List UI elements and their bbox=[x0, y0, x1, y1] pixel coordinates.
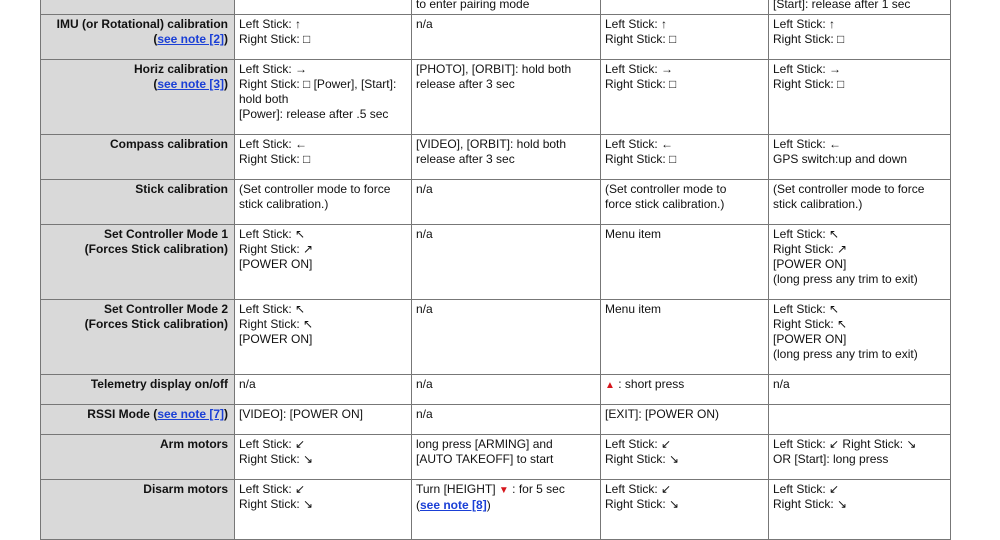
row-label: Set Controller Mode 2 bbox=[103, 302, 228, 316]
cell-line: Right Stick: ↘ bbox=[605, 497, 680, 511]
table-cell bbox=[412, 60, 601, 135]
table-cell bbox=[412, 300, 601, 375]
row-label: Set Controller Mode 1 bbox=[103, 227, 228, 241]
table-cell bbox=[235, 15, 412, 60]
table-cell bbox=[235, 60, 412, 135]
cell-line: Right Stick: ↘ bbox=[239, 452, 314, 466]
table-row bbox=[41, 225, 951, 300]
table-cell bbox=[601, 480, 769, 540]
cell-line: GPS switch:up and down bbox=[773, 152, 908, 166]
row-header bbox=[41, 435, 235, 480]
row-label: Telemetry display on/off bbox=[90, 377, 228, 391]
row-header bbox=[41, 15, 235, 60]
cell-line: [POWER ON] bbox=[773, 257, 847, 271]
calibration-table-wrapper bbox=[40, 0, 950, 540]
cell-line: Left Stick: ↑ bbox=[773, 17, 836, 31]
row-header bbox=[41, 60, 235, 135]
cell-line: n/a bbox=[416, 377, 433, 391]
cell-line: release after 3 sec bbox=[416, 77, 515, 91]
table-cell bbox=[601, 0, 769, 15]
table-row bbox=[41, 405, 951, 435]
table-cell bbox=[412, 375, 601, 405]
up-triangle-icon: ▲ bbox=[605, 380, 615, 391]
table-cell bbox=[412, 225, 601, 300]
cell-line: (long press any trim to exit) bbox=[773, 272, 918, 286]
cell-line: [POWER ON] bbox=[239, 257, 313, 271]
cell-line: [VIDEO], [ORBIT]: hold both bbox=[416, 137, 567, 151]
cell-line: Right Stick: □ bbox=[605, 152, 677, 166]
table-cell bbox=[235, 405, 412, 435]
table-cell bbox=[601, 225, 769, 300]
cell-line: [EXIT]: [POWER ON) bbox=[605, 407, 720, 421]
cell-line: release after 3 sec bbox=[416, 152, 515, 166]
table-cell bbox=[601, 300, 769, 375]
cell-line: n/a bbox=[416, 17, 433, 31]
cell-line: Right Stick: □ bbox=[773, 32, 845, 46]
cell-line: n/a bbox=[416, 182, 433, 196]
cell-line: Left Stick: ↙ bbox=[239, 482, 306, 496]
note-link[interactable]: see note [2] bbox=[157, 32, 224, 46]
table-cell bbox=[235, 135, 412, 180]
cell-line: n/a bbox=[773, 377, 790, 391]
cell-line: Right Stick: ↘ bbox=[239, 497, 314, 511]
table-cell bbox=[769, 135, 951, 180]
row-header bbox=[41, 300, 235, 375]
cell-line: force stick calibration.) bbox=[605, 197, 725, 211]
cell-line: (see note [8]) bbox=[416, 498, 491, 512]
cell-line: (long press any trim to exit) bbox=[773, 347, 918, 361]
cell-line: stick calibration.) bbox=[239, 197, 329, 211]
row-label: RSSI Mode bbox=[87, 407, 150, 421]
table-cell bbox=[769, 180, 951, 225]
cell-line: Left Stick: → bbox=[605, 62, 674, 76]
cell-line: Right Stick: ↘ bbox=[773, 497, 848, 511]
table-cell bbox=[235, 180, 412, 225]
table-row bbox=[41, 480, 951, 540]
cell-line: Right Stick: ↗ bbox=[239, 242, 314, 256]
table-cell bbox=[769, 15, 951, 60]
cell-line: stick calibration.) bbox=[773, 197, 863, 211]
table-row bbox=[41, 375, 951, 405]
cell-line: Right Stick: □ bbox=[605, 77, 677, 91]
table-cell bbox=[769, 0, 951, 15]
cell-line: Left Stick: ↑ bbox=[239, 17, 302, 31]
cell-line: OR [Start]: long press bbox=[773, 452, 889, 466]
table-row bbox=[41, 15, 951, 60]
cell-line: Menu item bbox=[605, 227, 662, 241]
row-header bbox=[41, 135, 235, 180]
cell-line: [AUTO TAKEOFF] to start bbox=[416, 452, 554, 466]
cell-line: to enter pairing mode bbox=[416, 0, 530, 11]
row-label-secondary: (Forces Stick calibration) bbox=[84, 317, 228, 331]
down-triangle-icon: ▼ bbox=[498, 485, 509, 496]
row-label: Compass calibration bbox=[109, 137, 228, 151]
row-header bbox=[41, 0, 235, 15]
table-cell bbox=[235, 225, 412, 300]
row-header bbox=[41, 225, 235, 300]
row-header bbox=[41, 405, 235, 435]
table-cell bbox=[769, 300, 951, 375]
cell-line: Menu item bbox=[605, 302, 662, 316]
table-cell bbox=[412, 480, 601, 540]
table-cell bbox=[601, 135, 769, 180]
row-label: Horiz calibration bbox=[133, 62, 228, 76]
row-label: Stick calibration bbox=[135, 182, 228, 196]
table-cell bbox=[601, 405, 769, 435]
cell-line: Left Stick: → bbox=[239, 62, 308, 76]
table-cell bbox=[601, 60, 769, 135]
note-link[interactable]: see note [8] bbox=[420, 498, 487, 512]
row-header bbox=[41, 375, 235, 405]
table-cell bbox=[769, 435, 951, 480]
cell-line: Left Stick: ↖ bbox=[773, 227, 840, 241]
table-row bbox=[41, 300, 951, 375]
cell-line: (Set controller mode to force bbox=[773, 182, 925, 196]
cell-line: [Power]: release after .5 sec bbox=[239, 107, 389, 121]
cell-line: Right Stick: □ bbox=[239, 152, 311, 166]
row-label: Arm motors bbox=[159, 437, 228, 451]
cell-line: Left Stick: ← bbox=[239, 137, 308, 151]
table-cell bbox=[412, 135, 601, 180]
table-row bbox=[41, 60, 951, 135]
cell-line: Turn [HEIGHT] ▼ : for 5 sec bbox=[416, 482, 565, 496]
cell-line: long press [ARMING] and bbox=[416, 437, 553, 451]
calibration-table bbox=[40, 0, 951, 540]
table-row bbox=[41, 180, 951, 225]
table-cell bbox=[412, 180, 601, 225]
table-row-top bbox=[41, 0, 951, 15]
cell-line: n/a bbox=[416, 302, 433, 316]
table-cell bbox=[412, 15, 601, 60]
cell-line: Left Stick: ← bbox=[773, 137, 842, 151]
cell-line: ▲ : short press bbox=[605, 377, 685, 391]
cell-line: n/a bbox=[239, 377, 256, 391]
cell-line: [PHOTO], [ORBIT]: hold both bbox=[416, 62, 572, 76]
table-cell bbox=[412, 435, 601, 480]
row-header bbox=[41, 480, 235, 540]
table-cell bbox=[601, 180, 769, 225]
cell-line: Left Stick: ↙ bbox=[605, 437, 672, 451]
note-line: (see note [3]) bbox=[153, 77, 228, 91]
table-cell bbox=[769, 225, 951, 300]
cell-line: [POWER ON] bbox=[239, 332, 313, 346]
table-cell bbox=[601, 15, 769, 60]
cell-line: Right Stick: ↖ bbox=[773, 317, 848, 331]
cell-line: Left Stick: ↖ bbox=[773, 302, 840, 316]
cell-line: Left Stick: ↖ bbox=[239, 227, 306, 241]
cell-line: [VIDEO]: [POWER ON] bbox=[239, 407, 364, 421]
cell-line: Right Stick: ↗ bbox=[773, 242, 848, 256]
table-cell bbox=[769, 60, 951, 135]
table-cell bbox=[412, 405, 601, 435]
cell-line: [Start]: release after 1 sec bbox=[773, 0, 911, 11]
table-cell bbox=[412, 0, 601, 15]
row-label-secondary: (Forces Stick calibration) bbox=[84, 242, 228, 256]
cell-line: hold both bbox=[239, 92, 289, 106]
cell-line: Left Stick: ↙ bbox=[605, 482, 672, 496]
note-line: (see note [2]) bbox=[153, 32, 228, 46]
cell-line: Left Stick: → bbox=[773, 62, 842, 76]
table-body bbox=[41, 0, 951, 540]
row-label: Disarm motors bbox=[143, 482, 228, 496]
table-cell bbox=[601, 435, 769, 480]
cell-line: Left Stick: ↑ bbox=[605, 17, 668, 31]
cell-line: n/a bbox=[416, 407, 433, 421]
table-cell bbox=[601, 375, 769, 405]
cell-line: (Set controller mode to bbox=[605, 182, 727, 196]
table-row bbox=[41, 135, 951, 180]
table-cell bbox=[235, 0, 412, 15]
cell-line: Left Stick: ← bbox=[605, 137, 674, 151]
note-wrapper: (see note [7]) bbox=[149, 407, 228, 421]
cell-line: Right Stick: ↖ bbox=[239, 317, 314, 331]
cell-line: Left Stick: ↙ bbox=[239, 437, 306, 451]
cell-line: Right Stick: □ bbox=[773, 77, 845, 91]
cell-line: Right Stick: ↘ bbox=[605, 452, 680, 466]
table-cell bbox=[235, 375, 412, 405]
row-label: IMU (or Rotational) calibration bbox=[56, 17, 228, 31]
table-cell bbox=[235, 435, 412, 480]
table-cell bbox=[769, 405, 951, 435]
cell-line: Right Stick: □ bbox=[239, 32, 311, 46]
table-row bbox=[41, 435, 951, 480]
table-cell bbox=[769, 480, 951, 540]
cell-line: (Set controller mode to force bbox=[239, 182, 391, 196]
cell-line: Left Stick: ↙ bbox=[773, 482, 840, 496]
cell-line: Right Stick: □ bbox=[605, 32, 677, 46]
table-cell bbox=[235, 480, 412, 540]
table-cell bbox=[235, 300, 412, 375]
row-header bbox=[41, 180, 235, 225]
cell-line: n/a bbox=[416, 227, 433, 241]
note-link[interactable]: see note [7] bbox=[157, 407, 224, 421]
note-link[interactable]: see note [3] bbox=[157, 77, 224, 91]
cell-line: Right Stick: □ [Power], [Start]: bbox=[239, 77, 397, 91]
cell-line: Left Stick: ↖ bbox=[239, 302, 306, 316]
cell-line: [POWER ON] bbox=[773, 332, 847, 346]
cell-line: Left Stick: ↙ Right Stick: ↘ bbox=[773, 437, 917, 451]
table-cell bbox=[769, 375, 951, 405]
